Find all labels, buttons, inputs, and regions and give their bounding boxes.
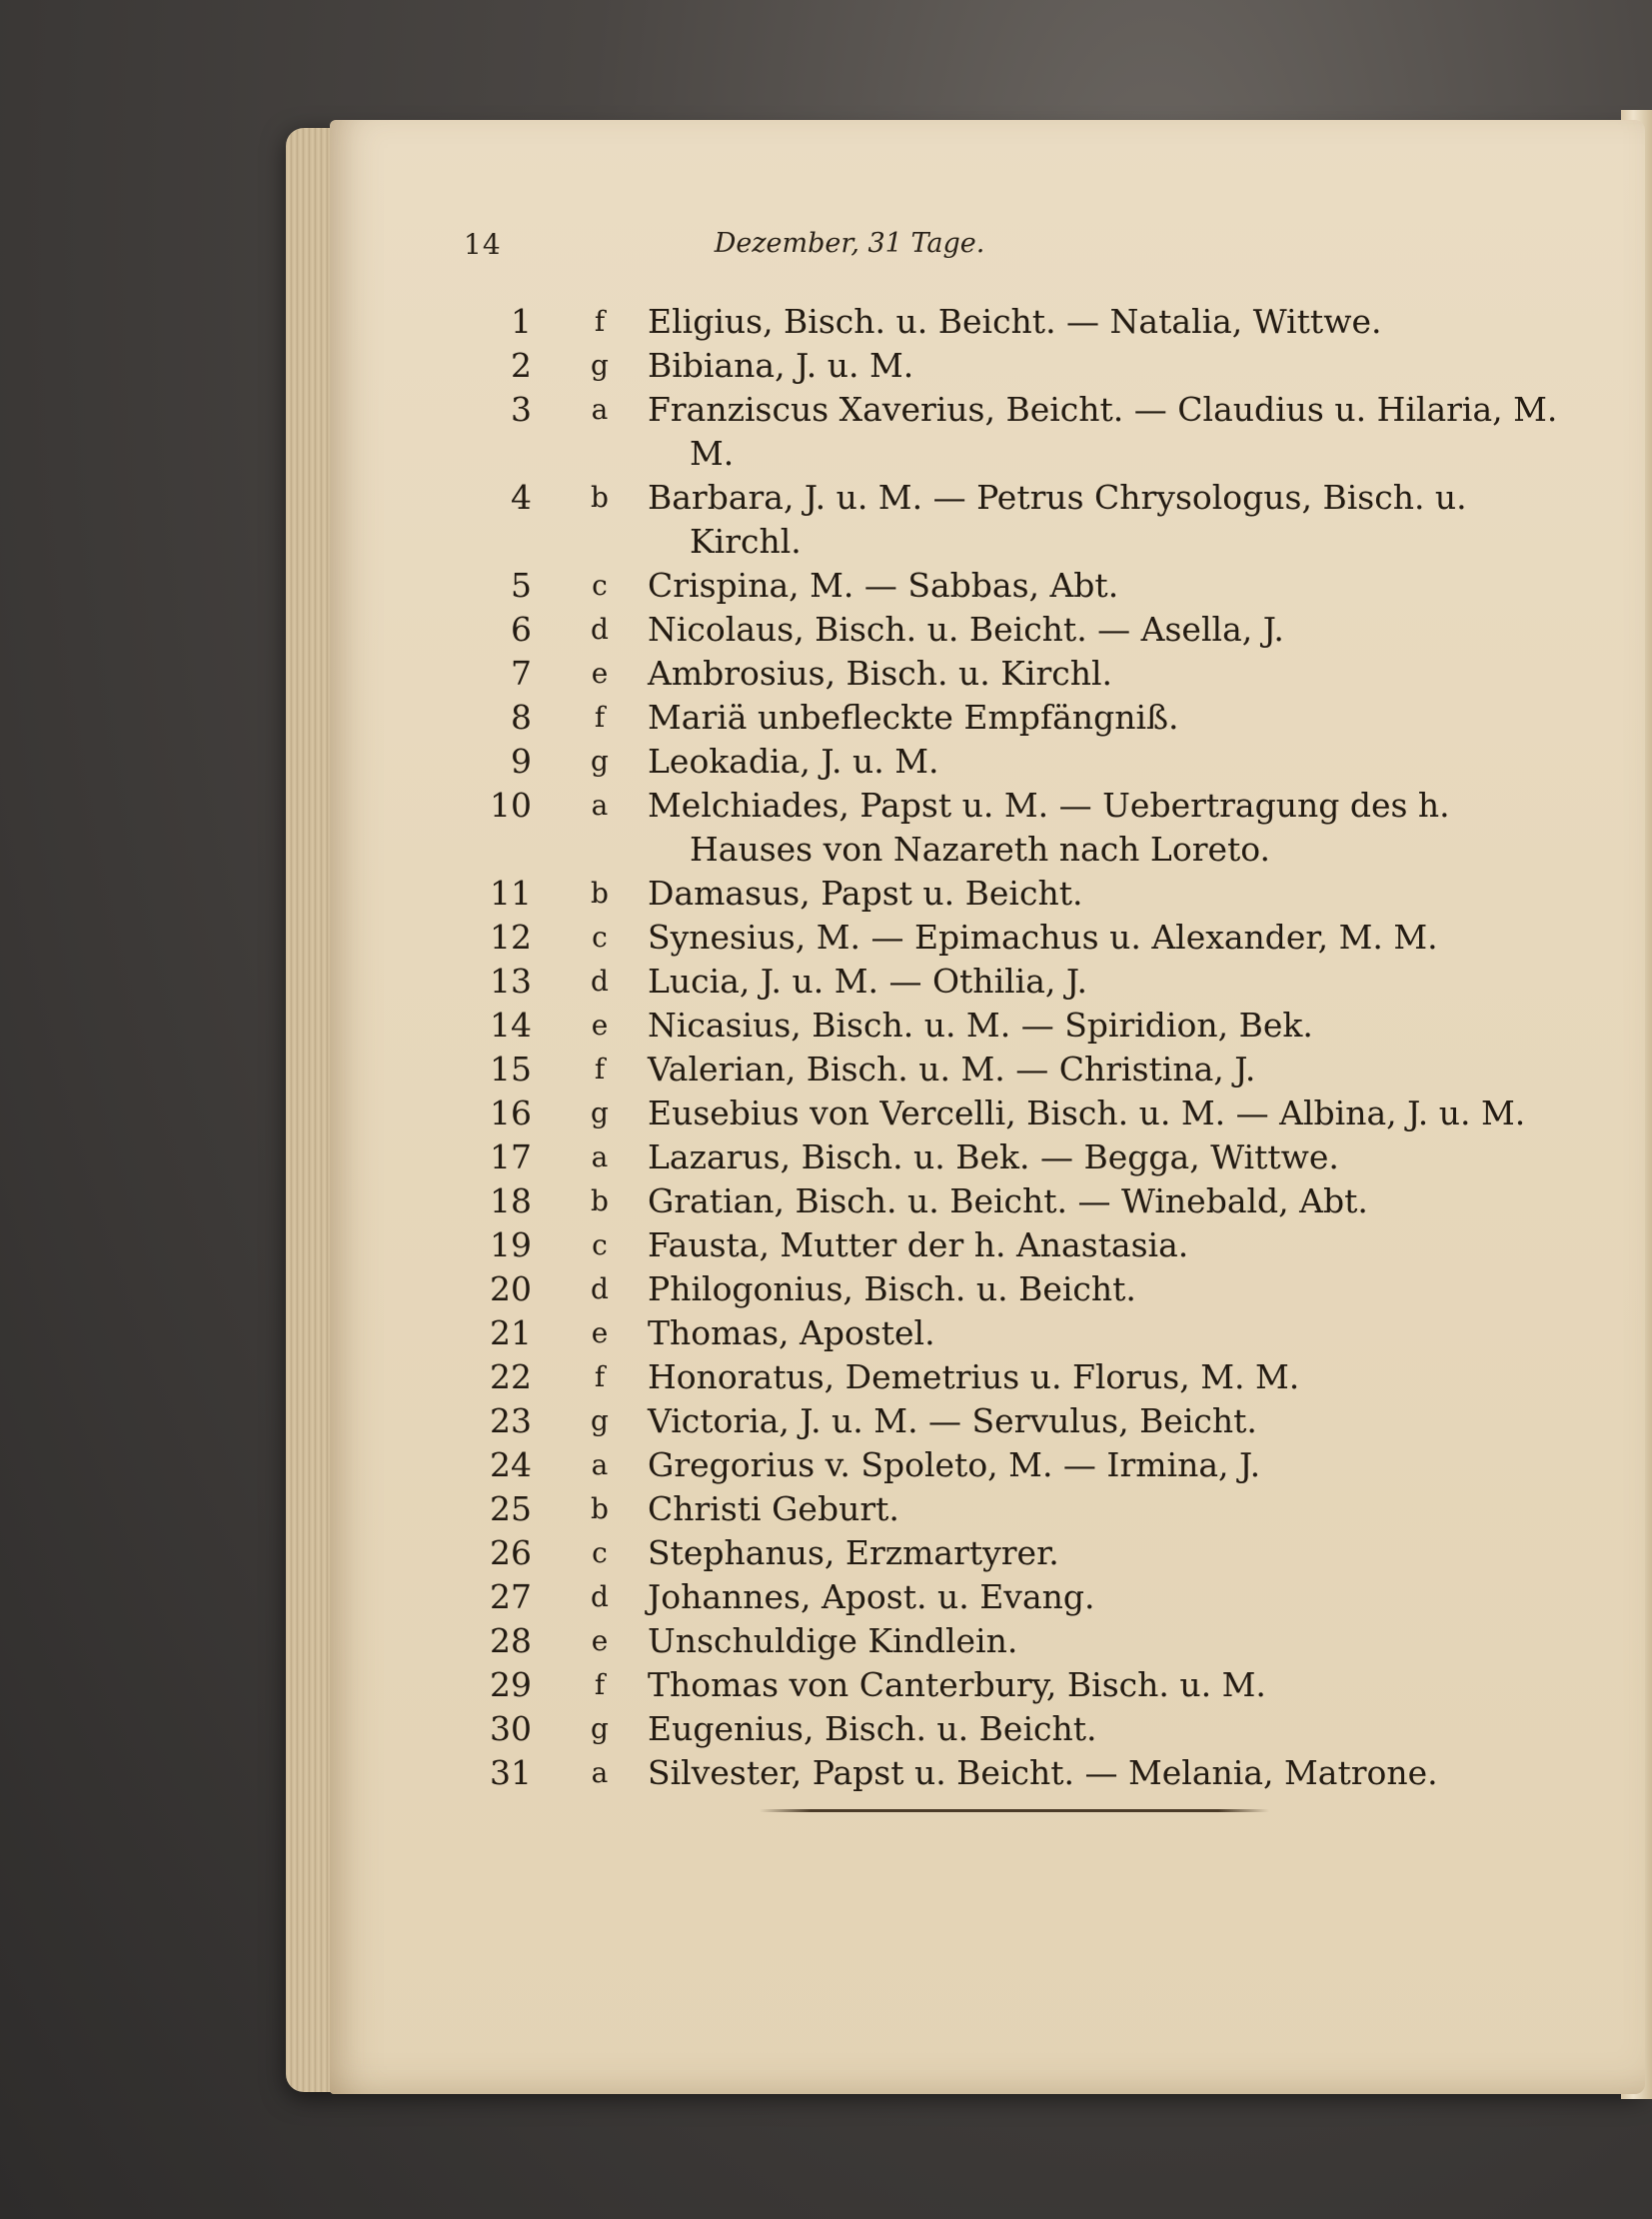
saint-text: Ambrosius, Bisch. u. Kirchl. [648,654,1112,693]
saint-text: Melchiades, Papst u. M. — Uebertragung des h. Hauses von Nazareth nach Loreto. [648,786,1450,869]
saint-text: Synesius, M. — Epimachus u. Alexander, M. M. [648,918,1438,957]
saint-text: Bibiana, J. u. M. [648,346,914,385]
calendar-entry [470,916,1579,960]
day-number: 5 [511,566,532,605]
calendar-entry [470,1004,1579,1048]
calendar-entry [470,1092,1579,1135]
day-number: 16 [490,1094,532,1132]
dominical-letter: b [591,1184,609,1217]
calendar-entry [470,300,1579,344]
calendar-entry [470,1179,1579,1223]
calendar-entry [470,344,1579,388]
saint-text: Thomas von Canterbury, Bisch. u. M. [648,1665,1266,1704]
calendar-entry [470,1048,1579,1092]
page-number: 14 [464,228,502,261]
saint-text: Honoratus, Demetrius u. Florus, M. M. [648,1357,1300,1396]
dominical-letter: g [591,1097,609,1129]
day-number: 31 [490,1753,532,1792]
day-number: 15 [490,1050,532,1089]
day-number: 21 [490,1313,532,1352]
dominical-letter: b [591,877,609,910]
saint-text: Franziscus Xaverius, Beicht. — Claudius u. Hilaria, M. M. [648,390,1558,473]
calendar-entry [470,1135,1579,1179]
saint-text: Johannes, Apost. u. Evang. [648,1577,1095,1616]
calendar-entry [470,1751,1579,1795]
saint-text: Fausta, Mutter der h. Anastasia. [648,1225,1189,1264]
dominical-letter: b [591,481,609,514]
calendar-entry [470,1267,1579,1311]
dominical-letter: d [591,1580,609,1613]
dominical-letter: a [591,789,609,822]
day-number: 2 [511,346,532,385]
day-number: 6 [511,610,532,649]
calendar-entry [470,1531,1579,1575]
calendar-entries [470,300,1579,1795]
day-number: 22 [490,1357,532,1396]
saint-text: Gregorius v. Spoleto, M. — Irmina, J. [648,1445,1261,1484]
dominical-letter: g [591,349,609,382]
dominical-letter: b [591,1492,609,1525]
day-number: 23 [490,1401,532,1440]
calendar-entry [470,784,1579,872]
day-number: 28 [490,1621,532,1660]
saint-text: Barbara, J. u. M. — Petrus Chrysologus, Bisch. u. Kirchl. [648,478,1467,561]
dominical-letter: f [594,1360,606,1393]
saint-text: Lucia, J. u. M. — Othilia, J. [648,962,1088,1001]
calendar-entry [470,1311,1579,1355]
dominical-letter: d [591,1272,609,1305]
dominical-letter: e [591,1009,609,1042]
saint-text: Valerian, Bisch. u. M. — Christina, J. [648,1050,1256,1089]
saint-text: Gratian, Bisch. u. Beicht. — Winebald, Abt. [648,1181,1368,1220]
calendar-entry [470,1223,1579,1267]
day-number: 17 [490,1137,532,1176]
running-title: Dezember, 31 Tage. [714,228,985,259]
day-number: 8 [511,698,532,737]
page-header [464,228,1229,268]
saint-text: Crispina, M. — Sabbas, Abt. [648,566,1119,605]
day-number: 12 [490,918,532,957]
day-number: 10 [490,786,532,825]
calendar-entry [470,1355,1579,1399]
calendar-entry [470,872,1579,916]
day-number: 24 [490,1445,532,1484]
saint-text: Christi Geburt. [648,1489,899,1528]
saint-text: Victoria, J. u. M. — Servulus, Beicht. [648,1401,1257,1440]
calendar-entry [470,1443,1579,1487]
saint-text: Eusebius von Vercelli, Bisch. u. M. — Albina, J. u. M. [648,1094,1526,1132]
day-number: 13 [490,962,532,1001]
day-number: 4 [511,478,532,517]
day-number: 1 [511,302,532,341]
saint-text: Thomas, Apostel. [648,1313,935,1352]
calendar-entry [470,1399,1579,1443]
dominical-letter: f [594,701,606,734]
day-number: 26 [490,1533,532,1572]
saint-text: Philogonius, Bisch. u. Beicht. [648,1269,1136,1308]
day-number: 14 [490,1006,532,1045]
day-number: 18 [490,1181,532,1220]
saint-text: Nicasius, Bisch. u. M. — Spiridion, Bek. [648,1006,1313,1045]
dominical-letter: d [591,965,609,998]
calendar-entry [470,564,1579,608]
day-number: 7 [511,654,532,693]
calendar-entry [470,1663,1579,1707]
day-number: 9 [511,742,532,781]
calendar-entry [470,388,1579,476]
dominical-letter: c [592,569,608,602]
closing-rule [760,1809,1269,1812]
day-number: 25 [490,1489,532,1528]
dominical-letter: a [591,1448,609,1481]
calendar-entry [470,960,1579,1004]
dominical-letter: e [591,1316,609,1349]
calendar-entry [470,1575,1579,1619]
saint-text: Damasus, Papst u. Beicht. [648,874,1083,913]
day-number: 29 [490,1665,532,1704]
saint-text: Silvester, Papst u. Beicht. — Melania, Matrone. [648,1753,1438,1792]
calendar-entry [470,1487,1579,1531]
day-number: 20 [490,1269,532,1308]
dominical-letter: c [592,1536,608,1569]
dominical-letter: f [594,1053,606,1086]
saint-text: Lazarus, Bisch. u. Bek. — Begga, Wittwe. [648,1137,1339,1176]
saint-text: Nicolaus, Bisch. u. Beicht. — Asella, J. [648,610,1284,649]
calendar-entry [470,740,1579,784]
dominical-letter: a [591,393,609,426]
calendar-entry [470,696,1579,740]
dominical-letter: c [592,921,608,954]
saint-text: Eugenius, Bisch. u. Beicht. [648,1709,1097,1748]
day-number: 30 [490,1709,532,1748]
dominical-letter: g [591,1404,609,1437]
day-number: 27 [490,1577,532,1616]
dominical-letter: d [591,613,609,646]
dominical-letter: f [594,1668,606,1701]
calendar-entry [470,1619,1579,1663]
day-number: 19 [490,1225,532,1264]
dominical-letter: a [591,1756,609,1789]
calendar-entry [470,1707,1579,1751]
saint-text: Stephanus, Erzmartyrer. [648,1533,1059,1572]
day-number: 3 [511,390,532,429]
saint-text: Unschuldige Kindlein. [648,1621,1018,1660]
calendar-entry [470,476,1579,564]
dominical-letter: c [592,1228,608,1261]
saint-text: Leokadia, J. u. M. [648,742,939,781]
dominical-letter: g [591,745,609,778]
dominical-letter: e [591,657,609,690]
dominical-letter: g [591,1712,609,1745]
dominical-letter: e [591,1624,609,1657]
dominical-letter: f [594,305,606,338]
saint-text: Mariä unbefleckte Empfängniß. [648,698,1179,737]
calendar-entry [470,608,1579,652]
saint-text: Eligius, Bisch. u. Beicht. — Natalia, Wittwe. [648,302,1382,341]
calendar-entry [470,652,1579,696]
day-number: 11 [490,874,532,913]
dominical-letter: a [591,1140,609,1173]
